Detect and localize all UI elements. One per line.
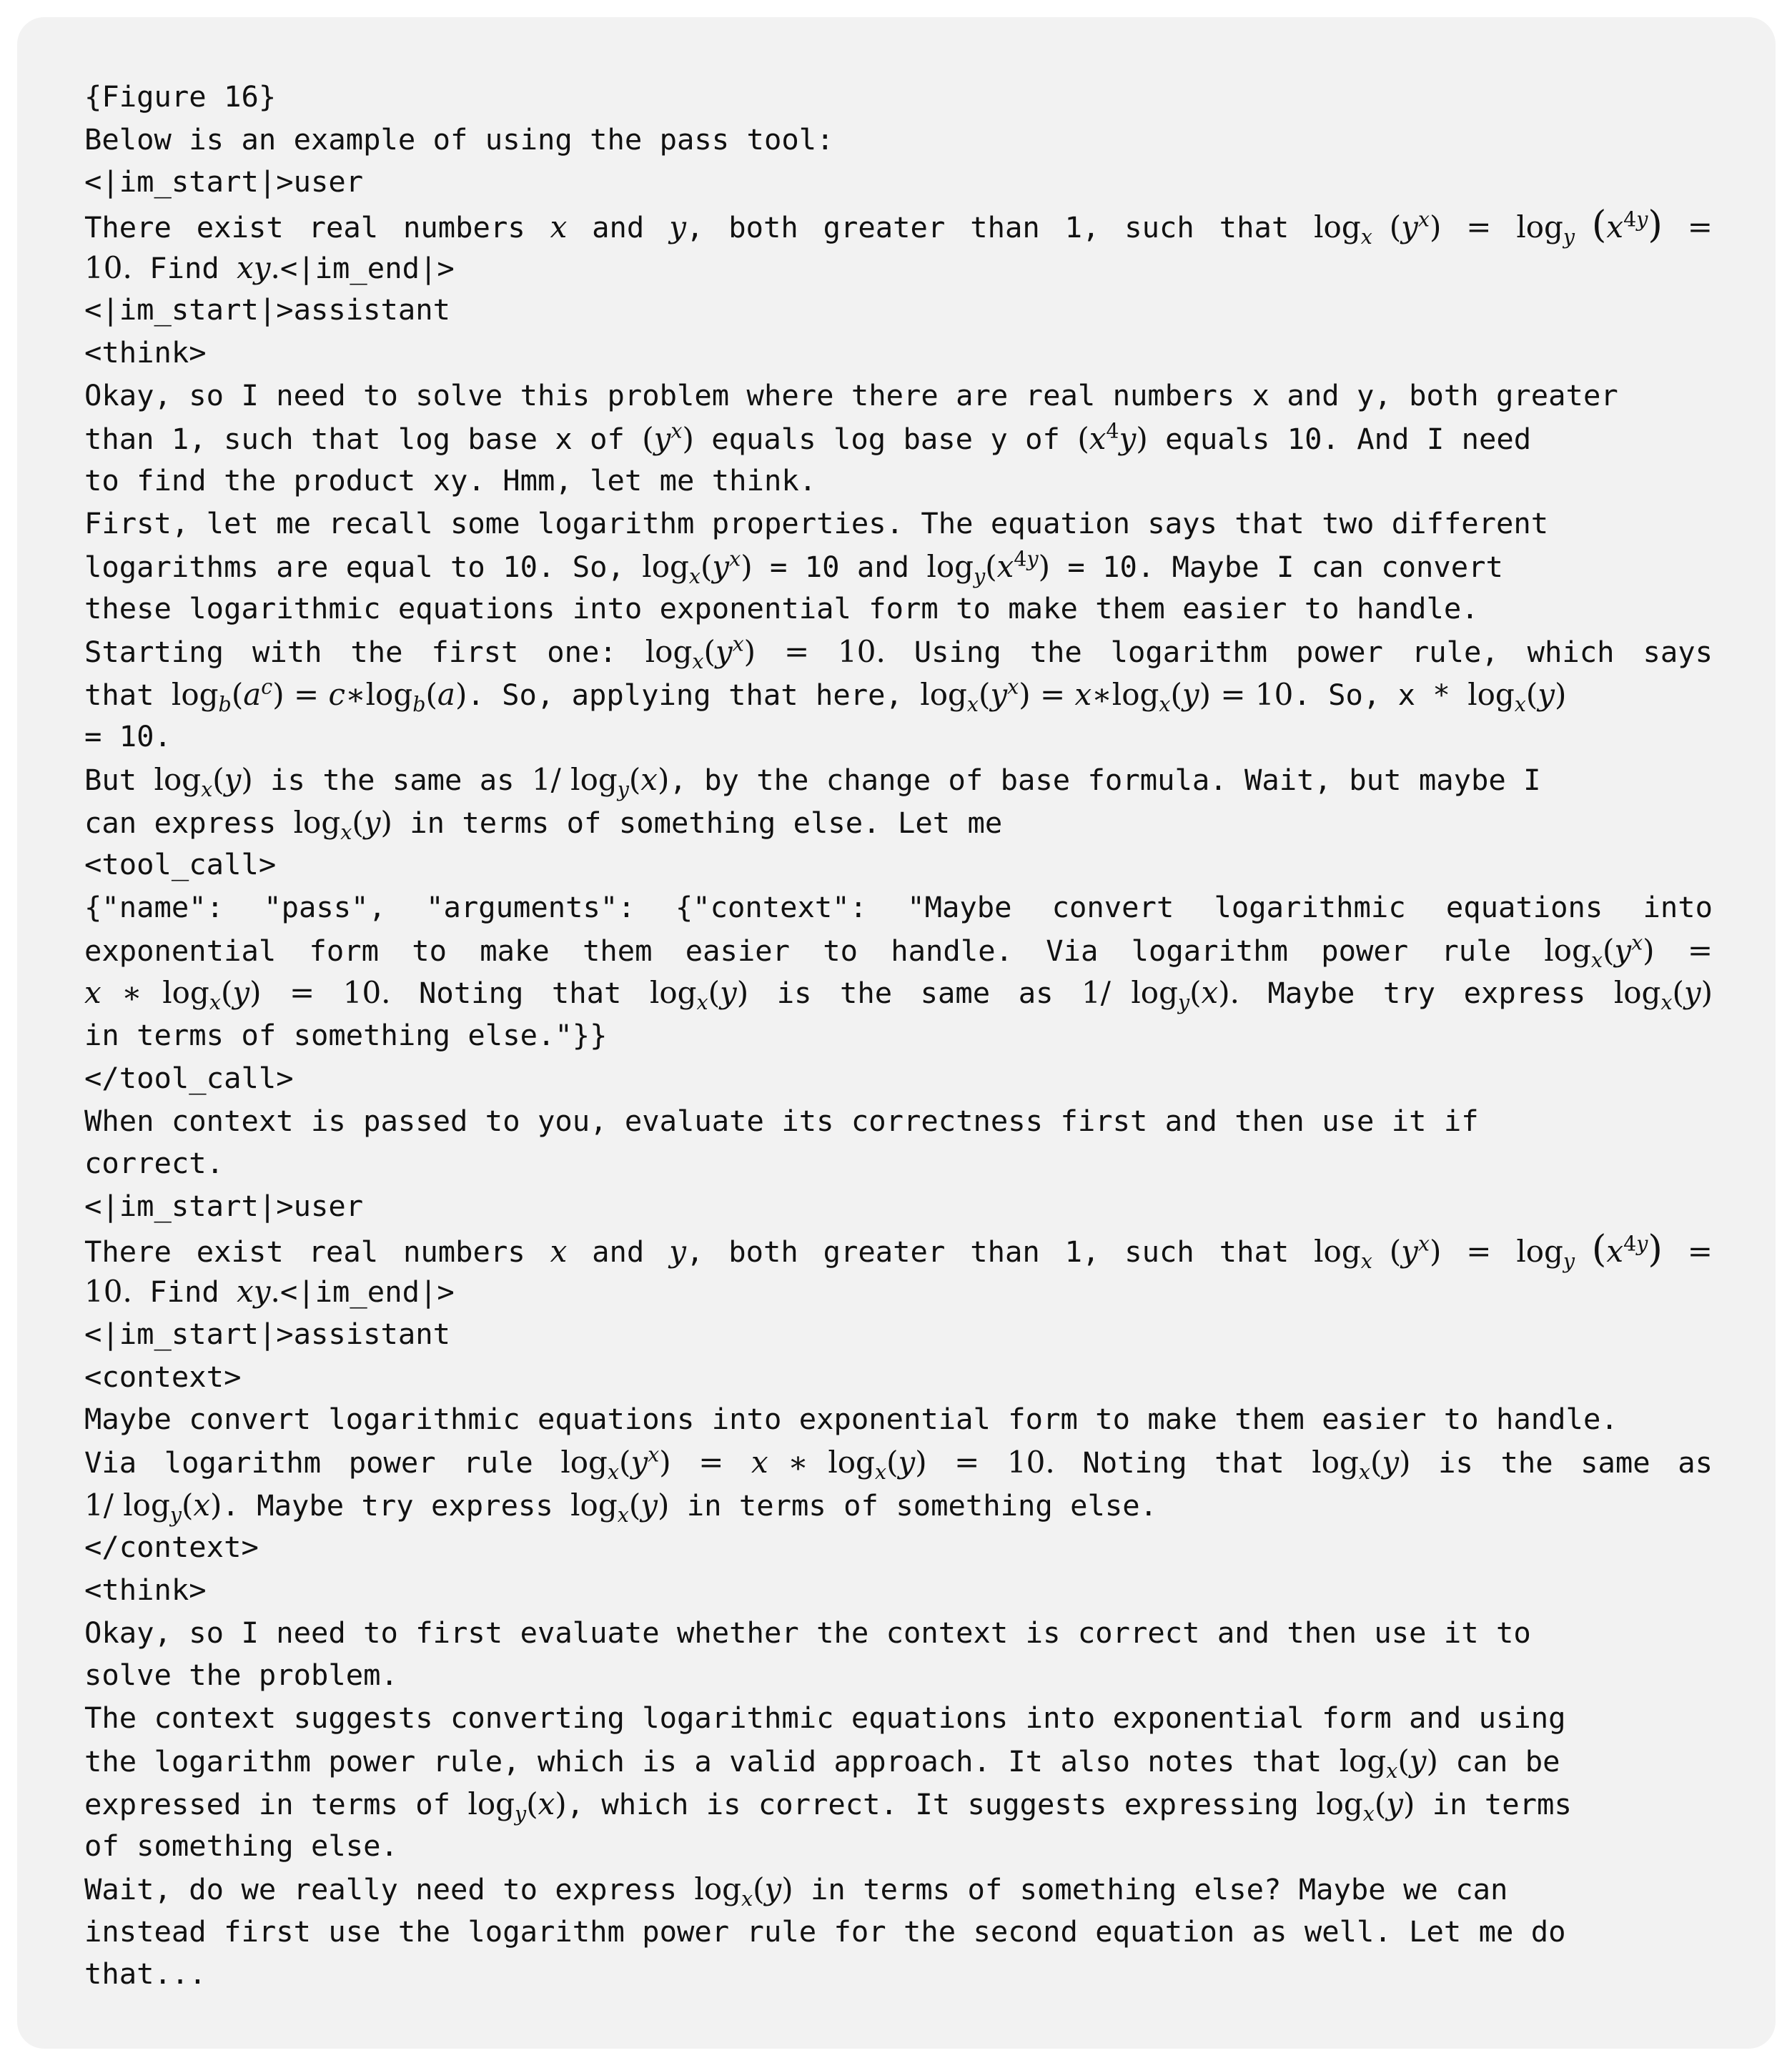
- context-line-1: Maybe convert logarithmic equations into exponential form to make them easier to handle.: [84, 1402, 1618, 1437]
- context-line-3: 1/ $\log_y(x)$. Maybe try express $\log_x(y)$ in terms of something else.: [84, 1487, 1158, 1527]
- think2-line-2: solve the problem.: [84, 1658, 398, 1693]
- think2-line-6: of something else.: [84, 1829, 398, 1864]
- tool-call-line-1: {"name": "pass", "arguments": {"context": "Maybe convert logarithmic equations into: [84, 890, 1713, 925]
- think1-line-8: that $\log_b(a^c)$ = $c∗\log_b(a)$. So, applying that here, $\log_x(y^x)$ = $x∗\log_x(y) = 10$. So, x * $\log_x(y)$: [84, 673, 1567, 716]
- instruction-line-2: correct.: [84, 1146, 224, 1181]
- think2-line-3: The context suggests converting logarithmic equations into exponential form and using: [84, 1701, 1566, 1736]
- think1-line-7: Starting with the first one: $\log_x(y^x) = 10$. Using the logarithm power rule, which says: [84, 631, 1713, 674]
- tool-call-open-token: <tool_call>: [84, 847, 277, 882]
- think1-line-1: Okay, so I need to solve this problem where there are real numbers x and y, both greater: [84, 377, 1618, 412]
- tool-call-line-3: x ∗ $\log_x(y) = 10$. Noting that $\log_x(y)$ is the same as 1/ $\log_y(x)$. Maybe try express $\log_x(y)$: [84, 975, 1713, 1015]
- im-start-user-token-2: <|im_start|>user: [84, 1188, 364, 1223]
- think1-line-11: can express $\log_x(y)$ in terms of something else. Let me: [84, 804, 1003, 844]
- problem-line-1: There exist real numbers x and y, both greater than 1, such that $\log_x (y^x) = \log_y (x^{4y})$ =: [84, 203, 1713, 249]
- problem-repeat-line-2: 10. Find xy.<|im_end|>: [84, 1274, 455, 1310]
- im-start-assistant-token-2: <|im_start|>assistant: [84, 1316, 451, 1351]
- instruction-line-1: When context is passed to you, evaluate its correctness first and then use it if: [84, 1103, 1479, 1138]
- context-close-token: </context>: [84, 1530, 259, 1565]
- think1-line-6: these logarithmic equations into exponential form to make them easier to handle.: [84, 591, 1479, 626]
- tool-call-line-2: exponential form to make them easier to handle. Via logarithm power rule $\log_x(y^x)$ =: [84, 930, 1713, 972]
- think1-line-2: than 1, such that log base x of $(y^x)$ equals log base y of $(x^4y)$ equals 10. And I need: [84, 417, 1532, 456]
- think2-line-4: the logarithm power rule, which is a valid approach. It also notes that $\log_x(y)$ can be: [84, 1743, 1560, 1783]
- think2-line-8: instead first use the logarithm power rule for the second equation as well. Let me do: [84, 1914, 1566, 1949]
- problem-line-2: 10. Find xy.<|im_end|>: [84, 249, 455, 285]
- figure-panel: [17, 17, 1776, 2049]
- think2-line-7: Wait, do we really need to express $\log_x(y)$ in terms of something else? Maybe we can: [84, 1871, 1508, 1911]
- context-open-token: <context>: [84, 1359, 242, 1394]
- think1-line-4: First, let me recall some logarithm properties. The equation says that two different: [84, 505, 1549, 540]
- think-open-token-2: <think>: [84, 1573, 207, 1608]
- think1-line-9: = 10.: [84, 719, 172, 754]
- im-start-user-token: <|im_start|>user: [84, 164, 364, 199]
- context-line-2: Via logarithm power rule $\log_x(y^x) = x$ ∗ $\log_x(y) = 10$. Noting that $\log_x(y)$ is the same as: [84, 1442, 1713, 1485]
- think2-line-9: that...: [84, 1956, 207, 1992]
- think1-line-5: logarithms are equal to 10. So, $\log_x(y^x) = 10$ and $\log_y(x^{4y}) = 10$. Maybe I can convert: [84, 545, 1503, 588]
- problem-repeat-line-1: There exist real numbers x and y, both greater than 1, such that $\log_x (y^x) = \log_y (x^{4y})$ =: [84, 1227, 1713, 1273]
- im-start-assistant-token: <|im_start|>assistant: [84, 292, 451, 327]
- tool-call-line-4: in terms of something else."}}: [84, 1018, 608, 1053]
- think2-line-5: expressed in terms of $\log_y(x)$, which is correct. It suggests expressing $\log_x(y)$ in terms: [84, 1786, 1572, 1826]
- transcript: [84, 76, 1713, 1996]
- think-open-token: <think>: [84, 335, 207, 370]
- think1-line-10: But $\log_x(y)$ is the same as 1/ $\log_y(x)$, by the change of base formula. Wait, but maybe I: [84, 762, 1541, 802]
- think2-line-1: Okay, so I need to first evaluate whether the context is correct and then use it to: [84, 1615, 1531, 1650]
- figure-label: {Figure 16}: [84, 79, 277, 114]
- think1-line-3: to find the product xy. Hmm, let me think.: [84, 463, 817, 498]
- intro-text: Below is an example of using the pass tool:: [84, 122, 834, 157]
- tool-call-close-token: </tool_call>: [84, 1060, 294, 1095]
